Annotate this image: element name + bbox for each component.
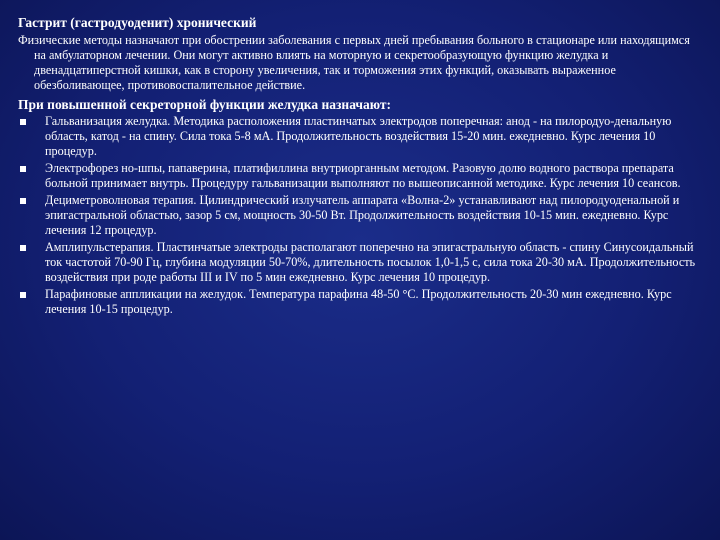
square-bullet-icon — [20, 119, 26, 125]
list-item — [18, 287, 698, 317]
list-item — [18, 193, 698, 238]
list-item — [18, 240, 698, 285]
section-subheading: При повышенной секреторной функции желудка назначают: — [18, 97, 392, 112]
list-item-text: Амплипульстерапия. Пластинчатые электроды располагают поперечно на эпигастральную область - спину Синусоидальный ток частотой 70-90 Гц, глубина модуляции 50-70%, длительность посылок 1,0-1,5 с, сила тока 20-30 мА. Продолжительность воздействия при роде работы III и IV по 5 мин ежедневно. Курс лечения 10 процедур. — [45, 240, 696, 284]
square-bullet-icon — [20, 245, 26, 251]
treatment-list — [18, 114, 698, 317]
list-item-text: Гальванизация желудка. Методика расположения пластинчатых электродов поперечная: анод - на пилородуо-денальную область, катод - на спину. Сила тока 5-8 мА. Продолжительность воздействия 15-20 мин. ежедневно. Курс лечения 10 процедур. — [45, 114, 672, 158]
square-bullet-icon — [20, 198, 26, 204]
square-bullet-icon — [20, 166, 26, 172]
square-bullet-icon — [20, 292, 26, 298]
list-item — [18, 114, 698, 159]
list-item — [18, 161, 698, 191]
list-item-text: Парафиновые аппликации на желудок. Температура парафина 48-50 °С. Продолжительность 20-30 мин ежедневно. Курс лечения 10-15 процедур. — [45, 287, 672, 316]
list-item-text: Электрофорез но-шпы, папаверина, платифиллина внутриорганным методом. Разовую долю водного раствора препарата больной принимает внутрь. Процедуру гальванизации выполняют по вышеописанной методике. Курс лечения 10 сеансов. — [45, 161, 681, 190]
intro-paragraph: Физические методы назначают при обострении заболевания с первых дней пребывания больного в стационаре или находящимся на амбулаторном лечении. Они могут активно влиять на моторную и секретообразующую функцию желудка и двенадцатиперстной кишки, как в сторону увеличения, так и торможения этих функций, оказывать выраженное обезболивающее, противовоспалительное действие. — [18, 33, 690, 92]
list-item-text: Дециметроволновая терапия. Цилиндрический излучатель аппарата «Волна-2» устанавливают над пилородуоденальной и эпигастральной областью, зазор 5 см, мощность 30-50 Вт. Продолжительность воздействия 10-15 мин. ежедневно. Курс лечения 12 процедур. — [45, 193, 680, 237]
slide-title: Гастрит (гастродуоденит) хронический — [18, 15, 257, 30]
slide-content — [18, 14, 698, 319]
